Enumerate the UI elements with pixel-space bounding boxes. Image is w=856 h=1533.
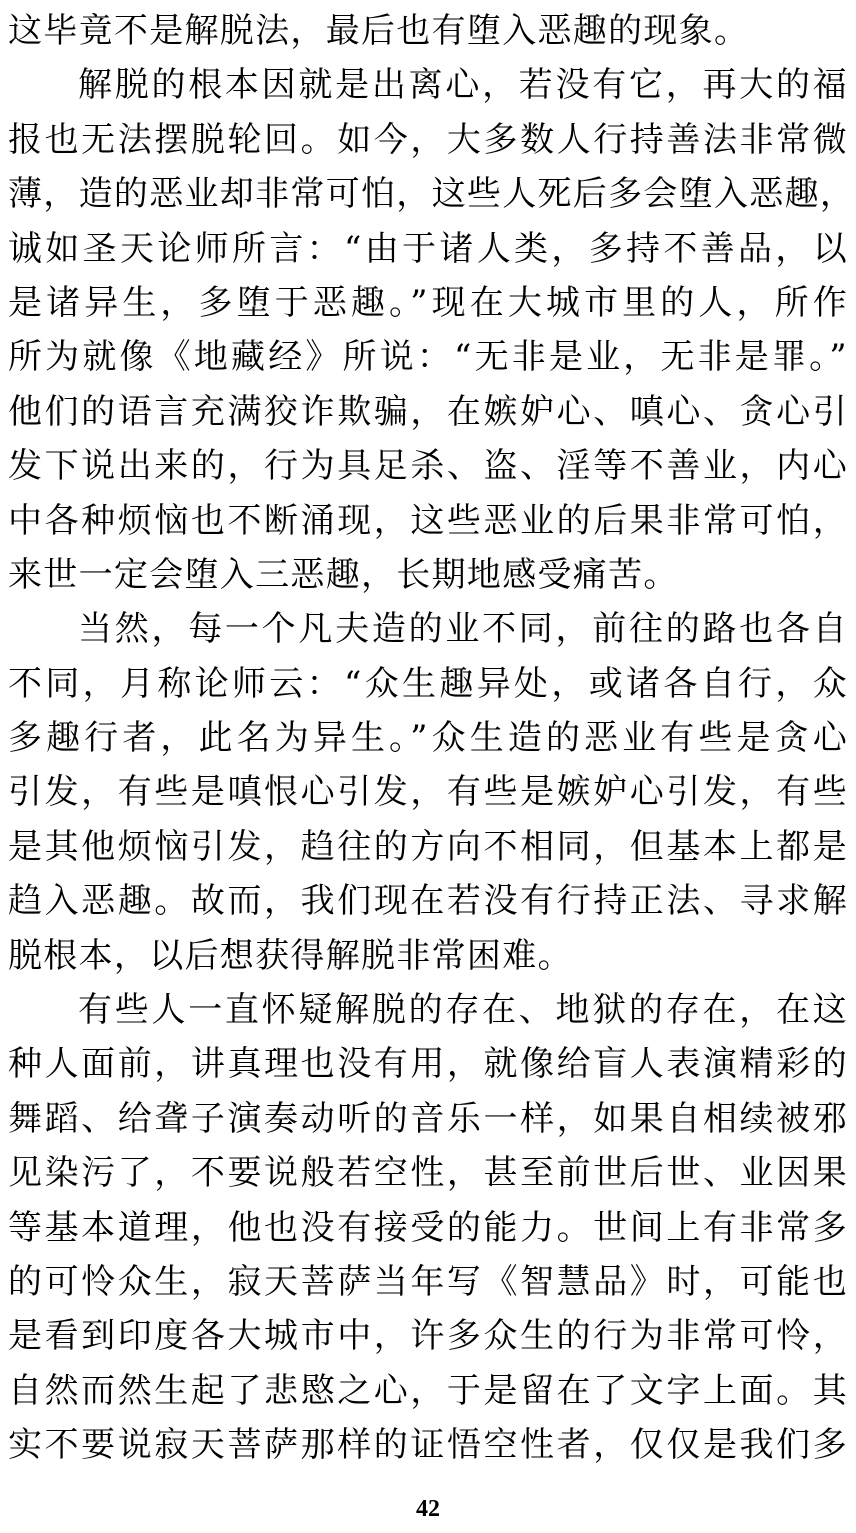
text-line: 当然，每一个凡夫造的业不同，前往的路也各自 <box>78 609 848 650</box>
text-line: 他们的语言充满狡诈欺骗，在嫉妒心、嗔心、贪心引 <box>8 391 848 432</box>
text-line: 的可怜众生，寂天菩萨当年写《智慧品》时，可能也 <box>8 1261 848 1302</box>
text-line: 自然而然生起了悲愍之心，于是留在了文字上面。其 <box>8 1370 848 1411</box>
page-number: 42 <box>416 1496 440 1522</box>
text-line: 发下说出来的，行为具足杀、盗、淫等不善业，内心 <box>8 446 848 487</box>
text-line: 不同，月称论师云：“众生趣异处，或诸各自行，众 <box>8 663 848 704</box>
text-line: 有些人一直怀疑解脱的存在、地狱的存在，在这 <box>78 990 848 1031</box>
text-line: 中各种烦恼也不断涌现，这些恶业的后果非常可怕， <box>8 500 848 541</box>
text-line: 多趣行者，此名为异生。”众生造的恶业有些是贪心 <box>8 718 848 759</box>
text-line: 报也无法摆脱轮回。如今，大多数人行持善法非常微 <box>8 119 848 160</box>
text-line: 见染污了，不要说般若空性，甚至前世后世、业因果 <box>8 1153 848 1194</box>
text-line: 等基本道理，他也没有接受的能力。世间上有非常多 <box>8 1207 848 1248</box>
page-body <box>8 4 856 1473</box>
text-line: 这毕竟不是解脱法，最后也有堕入恶趣的现象。 <box>8 11 750 51</box>
text-line: 种人面前，讲真理也没有用，就像给盲人表演精彩的 <box>8 1044 848 1085</box>
text-line: 是其他烦恼引发，趋往的方向不相同，但基本上都是 <box>8 826 848 867</box>
text-line: 舞蹈、给聋子演奏动听的音乐一样，如果自相续被邪 <box>8 1098 848 1139</box>
text-line: 引发，有些是嗔恨心引发，有些是嫉妒心引发，有些 <box>8 772 848 813</box>
text-line: 解脱的根本因就是出离心，若没有它，再大的福 <box>78 65 848 106</box>
text-line: 来世一定会堕入三恶趣，长期地感受痛苦。 <box>8 554 679 595</box>
text-line: 所为就像《地藏经》所说：“无非是业，无非是罪。” <box>8 337 848 378</box>
text-line: 是看到印度各大城市中，许多众生的行为非常可怜， <box>8 1316 848 1357</box>
text-line: 薄，造的恶业却非常可怕，这些人死后多会堕入恶趣， <box>8 174 856 215</box>
text-line: 实不要说寂天菩萨那样的证悟空性者，仅仅是我们多 <box>8 1425 848 1466</box>
text-line: 趋入恶趣。故而，我们现在若没有行持正法、寻求解 <box>8 881 848 922</box>
text-line: 诚如圣天论师所言：“由于诸人类，多持不善品，以 <box>8 228 848 269</box>
text-line: 是诸异生，多堕于恶趣。”现在大城市里的人，所作 <box>8 282 848 323</box>
text-line: 脱根本，以后想获得解脱非常困难。 <box>8 935 573 976</box>
